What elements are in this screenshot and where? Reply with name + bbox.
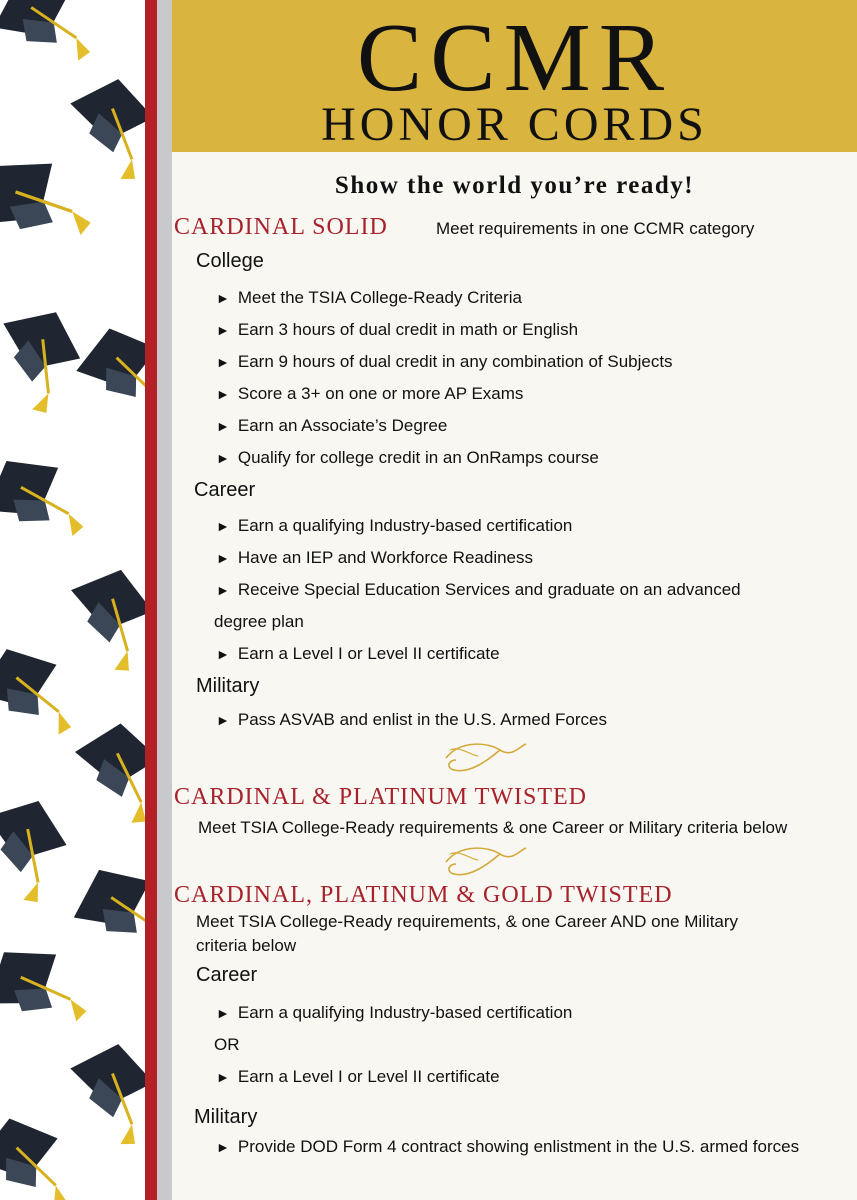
list-item-text: Score a 3+ on one or more AP Exams (237, 384, 524, 403)
cardinal-platinum-description: Meet TSIA College-Ready requirements & one Career or Military criteria below (198, 818, 788, 837)
arrow-bullet-icon: ► (216, 582, 230, 598)
arrow-bullet-icon: ► (216, 518, 230, 534)
arrow-bullet-icon: ► (216, 322, 230, 338)
list-item-text: Qualify for college credit in an OnRamps course (237, 448, 599, 467)
list-item-text: Provide DOD Form 4 contract showing enlistment in the U.S. armed forces (237, 1137, 800, 1156)
header-banner (172, 0, 857, 152)
list-item-text: Receive Special Education Services and graduate on an advanced (237, 580, 741, 599)
graduation-cap-icon (0, 930, 90, 1055)
arrow-bullet-icon: ► (216, 1139, 230, 1155)
list-item-text: Earn 3 hours of dual credit in math or English (237, 320, 579, 339)
cardinal-platinum-gold-description: Meet TSIA College-Ready requirements, & one Career AND one Military (196, 912, 739, 931)
graduation-cap-icon (55, 69, 145, 183)
graduation-cap-icon (70, 321, 145, 430)
cardinal-stripe (145, 0, 157, 1200)
list-item (216, 580, 741, 600)
arrow-bullet-icon: ► (216, 1005, 230, 1021)
list-item (216, 1003, 572, 1023)
graduation-cap-icons (0, 0, 145, 1200)
arrow-bullet-icon: ► (216, 550, 230, 566)
arrow-bullet-icon: ► (216, 450, 230, 466)
list-item-text: Earn a Level I or Level II certificate (237, 1067, 500, 1086)
list-item-continuation: degree plan (214, 612, 304, 631)
tagline: Show the world you’re ready! (334, 172, 695, 199)
list-item (216, 710, 607, 730)
cardinal-platinum-heading: CARDINAL & PLATINUM TWISTED (174, 784, 587, 810)
cardinal-solid-description: Meet requirements in one CCMR category (436, 219, 755, 238)
graduation-cap-icon (0, 442, 87, 565)
graduation-cap-icon (0, 1111, 69, 1200)
graduation-cap-icon (0, 784, 78, 907)
page-title: CCMR (356, 4, 673, 112)
arrow-bullet-icon: ► (216, 646, 230, 662)
list-item-text: Earn an Associate’s Degree (237, 416, 448, 435)
arrow-bullet-icon: ► (216, 354, 230, 370)
list-item (216, 548, 533, 568)
graduation-cap-icon (0, 0, 93, 84)
list-item (216, 1067, 500, 1087)
graduation-cap-icon (0, 292, 94, 417)
list-item (216, 352, 673, 372)
list-item (216, 1137, 799, 1157)
platinum-stripe (157, 0, 172, 1200)
career-label: Career (194, 479, 256, 501)
list-item-text: Have an IEP and Workforce Readiness (237, 548, 534, 567)
list-item-text: Meet the TSIA College-Ready Criteria (237, 288, 522, 307)
military-label: Military (196, 675, 260, 697)
graduation-cap-pattern (0, 0, 145, 1200)
list-item-text: Earn a Level I or Level II certificate (237, 644, 500, 663)
graduation-cap-icon (64, 717, 145, 826)
cardinal-solid-heading: CARDINAL SOLID (174, 214, 388, 240)
flourish-divider-icon (440, 840, 530, 882)
list-item (216, 288, 522, 308)
graduation-cap-icon (61, 855, 145, 974)
arrow-bullet-icon: ► (216, 712, 230, 728)
college-label: College (196, 250, 264, 272)
arrow-bullet-icon: ► (216, 386, 230, 402)
list-item (216, 416, 447, 436)
list-item-text: Earn 9 hours of dual credit in any combination of Subjects (237, 352, 673, 371)
arrow-bullet-icon: ► (216, 1069, 230, 1085)
graduation-cap-icon (0, 138, 95, 278)
cardinal-platinum-gold-description-cont: criteria below (196, 936, 297, 955)
list-item-text: Earn a qualifying Industry-based certification (237, 1003, 573, 1022)
graduation-cap-icon (51, 556, 145, 675)
arrow-bullet-icon: ► (216, 418, 230, 434)
list-item (216, 320, 578, 340)
list-item-text: Earn a qualifying Industry-based certification (237, 516, 573, 535)
military-label: Military (194, 1106, 258, 1128)
cardinal-platinum-gold-heading: CARDINAL, PLATINUM & GOLD TWISTED (174, 882, 673, 908)
arrow-bullet-icon: ► (216, 290, 230, 306)
list-item (216, 644, 500, 664)
list-item (216, 516, 572, 536)
or-text: OR (214, 1035, 240, 1054)
career-label: Career (196, 964, 258, 986)
flourish-divider-icon (440, 736, 530, 778)
list-item (216, 448, 599, 468)
list-item-text: Pass ASVAB and enlist in the U.S. Armed Forces (237, 710, 607, 729)
page-subtitle: HONOR CORDS (321, 98, 708, 151)
graduation-cap-icon (55, 1034, 145, 1148)
list-item (216, 384, 523, 404)
graduation-cap-icon (0, 638, 74, 752)
